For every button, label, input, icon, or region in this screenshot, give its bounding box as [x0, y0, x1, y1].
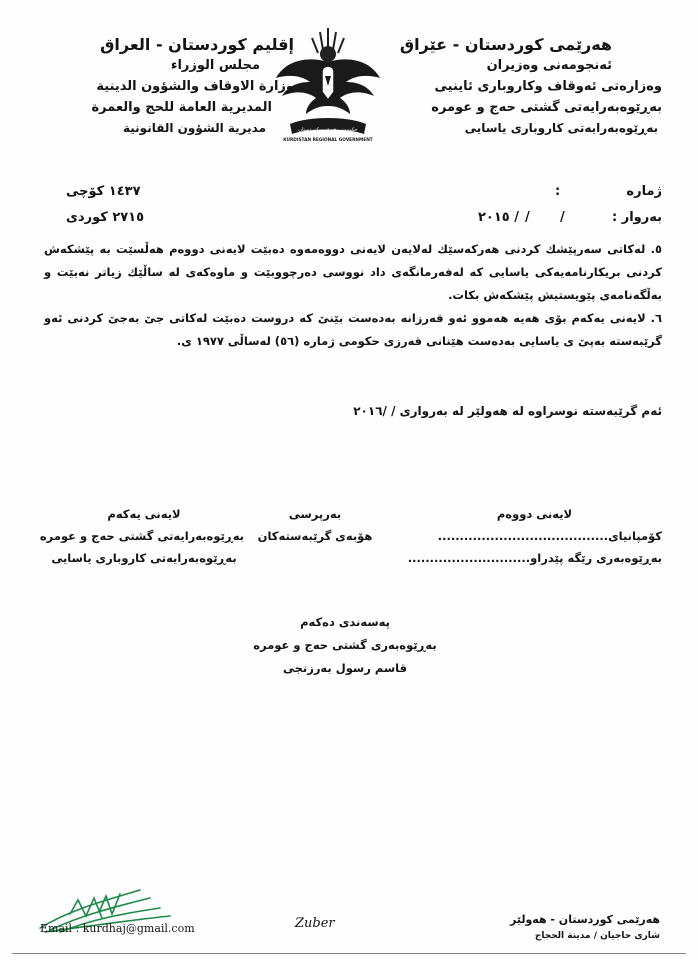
- header-arabic-legal-dept: مديرية الشؤون القانونية: [123, 121, 266, 135]
- responsible-signature-block: [250, 503, 380, 547]
- header-kurdish-ministry: وەزارەتی ئەوقاف وکاروباری ئاینیی: [434, 79, 662, 94]
- footer-scribe-name: Zuber: [295, 916, 335, 931]
- header-kurdish-region: هەرێمی کوردستان - عێراق: [399, 35, 612, 54]
- logo-caption: KURDISTAN REGIONAL GOVERNMENT: [283, 138, 373, 143]
- second-party-manager: بەڕێوەبەری رێگە پێدراو............................: [407, 551, 662, 565]
- approval-position: بەڕێوەبەری گشتی حەج و عومرە: [253, 638, 437, 652]
- reference-number-colon: :: [555, 184, 561, 199]
- responsible-line1: هۆبەی گرێبەستەکان: [257, 529, 373, 543]
- header-kurdish-legal-dept: بەڕێوەبەرایەتی کاروباری یاسایی: [464, 121, 658, 135]
- second-party-company: کۆمپانیای.......................................: [437, 529, 662, 543]
- footer-divider: [12, 953, 686, 954]
- header-kurdish-council: ئەنجومەنی وەزیران: [486, 58, 612, 73]
- footer-address: [510, 912, 660, 944]
- first-party-title: لایەنی یەکەم: [107, 507, 181, 521]
- hijri-year: ١٤٣٧ كۆچی: [66, 184, 141, 199]
- first-party-signature-block: [39, 503, 244, 569]
- second-party-title: لایەنی دووەم: [496, 507, 573, 521]
- responsible-title: بەرپرسی: [288, 507, 342, 521]
- reference-number-label: ژمارە: [626, 184, 662, 199]
- date-separator: /: [525, 210, 530, 225]
- header-kurdish-directorate: بەڕێوەبەرایەتی گشتی حەج و عومرە: [431, 100, 662, 115]
- footer-address-line2: شاری حاجیان / مدینة الحجاج: [534, 931, 660, 941]
- clause-5: ٥. لەکاتی سەرپێشك كردنی هەرکەسێك لەلایەن لایەنی دووەمەوە دەبێت لایەنی دووەم هەڵسێت بە پێشكەش كردنی بریکارنامەیەکی یاسایی کە لەفەرمانگەی داد نووسی دەرچووبێت و ماوەکەی لە ساڵێك زیاتر نەبێت و بەڵگەنامەی پێویستیش پێشکەش بکات.: [44, 242, 662, 302]
- footer-email: Email : kurdhaj@gmail.com: [40, 922, 195, 935]
- header-arabic-directorate: المديرية العامة للحج والعمرة: [91, 100, 272, 115]
- contract-closing-line: ئەم گرێبەستە نوسراوە لە هەولێر لە بەرواری / /٢٠١٦: [353, 404, 662, 418]
- header-arabic-region: إقليم كوردستان - العراق: [100, 35, 294, 54]
- kurdish-year: ٢٧١٥ كوردی: [66, 210, 145, 225]
- svg-text:حكومەتی هەرێمی كوردستان: حكومەتی هەرێمی كوردستان: [298, 127, 358, 133]
- header-arabic-ministry: وزارة الاوقاف والشؤون الدينية: [96, 79, 294, 94]
- first-party-line2: بەڕێوەبەرایەتی كاروباری یاسایی: [51, 551, 237, 565]
- contract-body: [44, 238, 662, 353]
- footer-address-line1: هەرێمی كوردستان - هەولێر: [509, 913, 660, 926]
- date-separator: /: [560, 210, 565, 225]
- date-year: ٢٠١٥ /: [478, 210, 520, 225]
- header-kurdish-block: [362, 34, 662, 139]
- approval-title: پەسەندی دەکەم: [300, 615, 390, 629]
- header-arabic-council: مجلس الوزراء: [170, 58, 260, 73]
- first-party-line1: بەڕێوەبەرایەتی گشتی حەج و عومرە: [39, 529, 244, 543]
- second-party-signature-block: [407, 503, 662, 569]
- clause-6: ٦. لایەنی یەکەم بۆی هەیە هەموو ئەو قەرزانە بەدەست بێنێ کە دروست دەبێت لەکاتی جێ بەجێ کردنی ئەو گرێبەستە بەپێ ی یاسایی بەدەست هێنانی قەرزی حکومی ژمارە (٥٦) لەساڵی ١٩٧٧ ی.: [44, 311, 662, 348]
- approval-name: قاسم رسول بەرزنجی: [282, 661, 408, 675]
- approval-block: [220, 611, 470, 680]
- date-label: بەروار :: [612, 210, 662, 225]
- header-arabic-block: [44, 34, 294, 139]
